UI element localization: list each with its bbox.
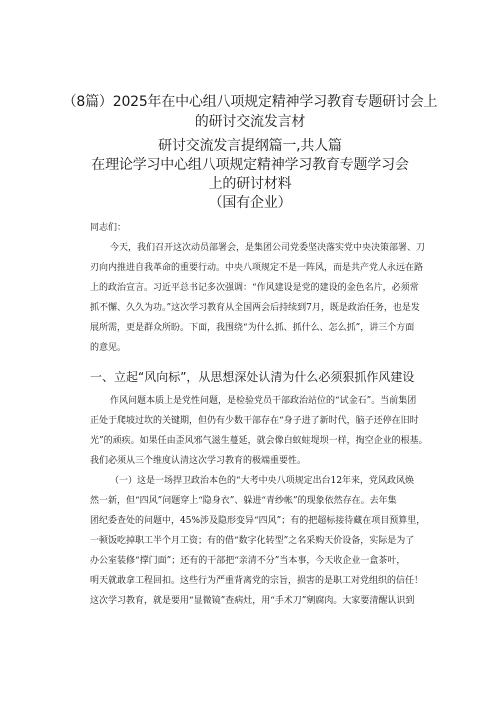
paragraph-line: 我们必须从三个维度认清这次学习教育的极端重要性。 — [90, 456, 307, 466]
paragraph-line: 光”的顽疾。如果任由歪风邪气滋生蔓延，就会像白蚁蛀堤坝一样，掏空企业的根基。 — [90, 436, 428, 446]
paragraph-line: 今天，我们召开这次动员部署会，是集团公司党委坚决落实党中央决策部署、刀 — [110, 243, 426, 253]
title-line-4: 在理论学习中心组八项规定精神学习教育专题学习会 — [91, 157, 409, 173]
paragraph-line: 刃向内推进自我革命的重要行动。中央八项规定不是一阵风，而是共产党人永远在路 — [90, 263, 424, 273]
paragraph-line: 抓不懈、久久为功。”这次学习教育从全国两会后持续到7月，既是政治任务，也是发 — [90, 303, 420, 313]
paragraph-line: 这次学习教育，就是要用“显微镜”查病灶，用“手术刀”剜腐肉。大家要清醒认识到 — [90, 596, 415, 606]
opening-section — [90, 218, 430, 358]
paragraph-line: 明天就敢拿工程回扣。这些行为严重背离党的宗旨，损害的是职工对党组织的信任！ — [90, 576, 424, 586]
title-line-6: （国有企业） — [208, 195, 292, 211]
title-line-2: 的研讨交流发言材 — [194, 114, 306, 130]
paragraph-line: 办公室装修“撑门面”；还有的干部把“亲清不分”当本事，今天收企业一盒茶叶， — [90, 556, 406, 566]
paragraph-line: 上的政治宣言。习近平总书记多次强调：“作风建设是党的建设的金色名片，必须常 — [90, 283, 419, 293]
greeting: 同志们： — [90, 223, 127, 233]
paragraph-line: 的意见。 — [90, 343, 127, 353]
document-title — [40, 93, 460, 213]
paragraph-line: 团纪委查处的问题中，45%涉及隐形变异“四风”；有的把超标接待藏在项目预算里， — [90, 516, 426, 526]
paragraph-line: （一）这是一场捍卫政治本色的“大考中央八项规定出台12年来，党风政风焕 — [110, 476, 415, 486]
title-line-3: 研讨交流发言提纲篇一,共人篇 — [158, 138, 342, 154]
paragraph-line: 然一新，但“四风”问题穿上“隐身衣”、躲进“青纱帐”的现象依然存在。去年集 — [90, 496, 397, 506]
paragraph-line: 一顿饭吃掉职工半个月工资；有的借“数字化转型”之名采购天价设备，实际是为了 — [90, 536, 415, 546]
title-line-1: （8篇）2025年在中心组八项规定精神学习教育专题研讨会上 — [62, 94, 438, 110]
section-heading-1: 一、立起“风向标”，从思想深处认清为什么必须狠抓作风建设 — [90, 370, 415, 384]
paragraph-line: 正处于爬坡过坎的关键期，但仍有少数干部存在“身子进了新时代，脑子还停在旧时 — [90, 416, 419, 426]
paragraph-line: 展所需，更是群众所盼。下面，我围绕“为什么抓、抓什么、怎么抓”，讲三个方面 — [90, 323, 415, 333]
section-1-body — [90, 391, 430, 611]
paragraph-line: 作风问题本质上是党性问题，是检验党员干部政治站位的“试金石”。当前集团 — [110, 396, 417, 406]
title-line-5: 上的研讨材料 — [208, 176, 292, 192]
